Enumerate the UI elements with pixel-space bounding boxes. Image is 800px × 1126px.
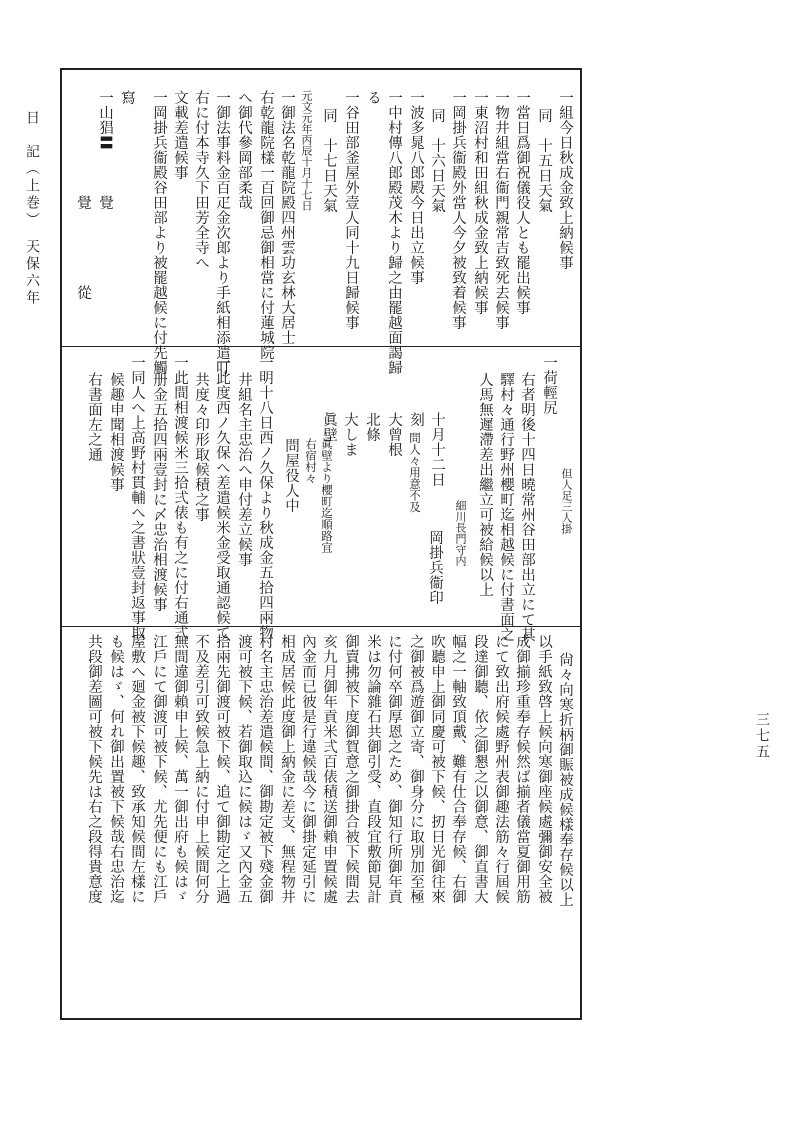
text-column: 一中村傳八郎殿茂木より歸之由罷越面謁歸 — [386, 90, 402, 375]
section-divider-top — [60, 346, 582, 347]
text-column: 渡可被下候、若御取込に候はゞ又內金五 — [236, 634, 252, 904]
route-item: 北條 — [364, 412, 380, 442]
text-column: 一荷輕尻 — [541, 355, 557, 415]
sender: 岡掛兵衞印 — [427, 530, 443, 605]
route-item: 眞壁 — [321, 412, 337, 442]
text-column: 右乾龍院樣一百回御忌御相當に付蓮城院 — [258, 90, 274, 360]
text-column: にて致出府候處野州表御趣法筋々行屆候 — [493, 634, 509, 904]
text-column: 共段御差圖可被下候先は右之段得貴意度 — [86, 634, 102, 904]
running-title: 日 記（上巻） 天保六年 — [24, 110, 40, 307]
text-column: 無間違御賴申上候、萬一御出府も候はゞ — [172, 634, 188, 904]
text-column: 屋敷へ廻金被下候趣、致承知候間左樣に — [129, 634, 145, 904]
text-column: 一岡掛兵衞殿外當人今夕被致着候事 — [450, 90, 466, 330]
text-column: る — [365, 90, 381, 105]
text-column: へ御代參岡部柔哉 — [236, 90, 252, 210]
text-column: 一波多晁八郎殿今日出立候事 — [408, 90, 424, 285]
text-column: 拾兩先御渡可被下候、追て御勘定之上過 — [214, 634, 230, 904]
text-column: 吹聽申上御同慶可被下候、扨日光御往來 — [429, 634, 445, 904]
text-column: 井組名主忠治へ申付差立候事 — [236, 372, 252, 567]
text-column: 一東沼村和田組秋成金致上納候事 — [472, 90, 488, 315]
text-column: 同 十六日天氣 — [429, 108, 445, 213]
text-column: 覺 從 — [75, 90, 91, 300]
text-column: 右者明後十四日曉常州谷田部出立にて其 — [519, 372, 535, 642]
text-column: 江戶にて御渡可被下候、尤先便にも江戶 — [151, 634, 167, 904]
text-column: 尙々向寒折柄御賑被成候樣奉存候以上 — [557, 652, 573, 907]
text-column: 文載差遣候事 — [172, 90, 188, 180]
text-column: 人馬無遲滯差出繼立可被給候以上 — [477, 372, 493, 597]
route-item: 刻 — [408, 412, 424, 427]
text-column: 一山猖〓 覺 — [97, 90, 113, 210]
text-column: 一同人へ上高野村貫輔へ之書狀壹封返事取 — [129, 355, 145, 640]
text-column: 共度々印形取候積之事 — [193, 372, 209, 522]
text-column: 驛村々通行野州櫻町迄相越候に付書面之 — [498, 372, 514, 642]
text-column: 一當日爲御祝儀役人とも罷出候事 — [514, 90, 530, 315]
text-column: 一岡掛兵衞殿谷田部より被罷越候に付先觸 — [151, 90, 167, 375]
route-note: 問人々用意不及 — [408, 432, 422, 513]
route-note: 眞壁より櫻町迄順路宜 — [320, 438, 334, 553]
sender-note: 細川長門守内 — [454, 500, 467, 566]
text-column: 御賣拂被下度御賀意之御掛合被下候間去 — [343, 634, 359, 904]
text-column: 右書面左之通 — [86, 372, 102, 462]
text-column: 一谷田部釜屋外壹人同十九日歸候事 — [343, 90, 359, 330]
text-column: 一此間相渡候米三拾弍俵も有之に付右通弍 — [172, 355, 188, 640]
text-column: 幅之一軸致頂戴、難有仕合奉存候、右御 — [450, 634, 466, 904]
text-column: 一此度西ノ久保へ差遣候米金受取通認候て — [214, 355, 230, 640]
text-column: 寫 — [119, 90, 135, 105]
text-column: 一御法名乾龍院殿四州雲功玄林大居士 — [279, 90, 295, 345]
annotation: 但人足三人掛 — [560, 468, 573, 534]
text-column: 册金五拾四兩壹封に〆忠治相渡候事 — [151, 372, 167, 612]
text-column: も候はゞ、何れ御出置被下候哉右忠治迄 — [108, 634, 124, 904]
text-column: 一組今日秋成金致上納候事 — [557, 90, 573, 270]
text-column: 候趣申聞相渡候事 — [108, 372, 124, 492]
route-note: 右宿村々 — [304, 438, 318, 484]
text-column: 內金而已彼是行違候哉今に御掛定延引に — [300, 634, 316, 904]
text-column: 相成居候此度御上納金に差支、無程物井 — [279, 634, 295, 904]
recipient: 問屋役人中 — [283, 438, 299, 513]
text-column: 米は勿論雜石共御引受、直段宜敷節見計 — [365, 634, 381, 904]
text-column: 一明十八日西ノ久保より秋成金五拾四兩物 — [257, 355, 273, 640]
text-column: 成御揃珍重奉存候然ば揃者儀當夏御用筋 — [514, 634, 530, 904]
page-number: 三七五 — [754, 712, 770, 760]
text-column: 元文元年丙辰十月十七日 — [300, 90, 313, 211]
text-column: 同 十五日天氣 — [536, 108, 552, 213]
text-column: 亥九月御年貢米弍百俵積送御賴申置候處 — [321, 634, 337, 904]
date: 十月十二日 — [429, 412, 445, 487]
route-item: 大しま — [342, 412, 358, 457]
text-column: 村名主忠治差遣候間、御勘定被下殘金御 — [257, 634, 273, 904]
text-column: 同 十七日天氣 — [321, 108, 337, 213]
text-column: 右に付本寺久下田芳全寺へ — [193, 90, 209, 270]
text-column: 不及差引可致候急上納に付申上候間何分 — [193, 634, 209, 904]
text-column: 段達御聽、依之御懇之以御意、御直書大 — [472, 634, 488, 904]
text-column: 以手紙致啓上候向寒御座候處彌御安全被 — [536, 634, 552, 904]
text-column: 一御法事料金百疋金次郎より手紙相添遣叮 — [214, 90, 230, 375]
route-item: 大曾根 — [386, 412, 402, 457]
text-column: に付何卒御厚恩之ため、御知行所御年貢 — [386, 634, 402, 904]
text-column: 之御被爲遊御立寄、御身分に取別加至極 — [408, 634, 424, 904]
text-column: 一物井組當右衞門親常吉致死去候事 — [493, 90, 509, 330]
